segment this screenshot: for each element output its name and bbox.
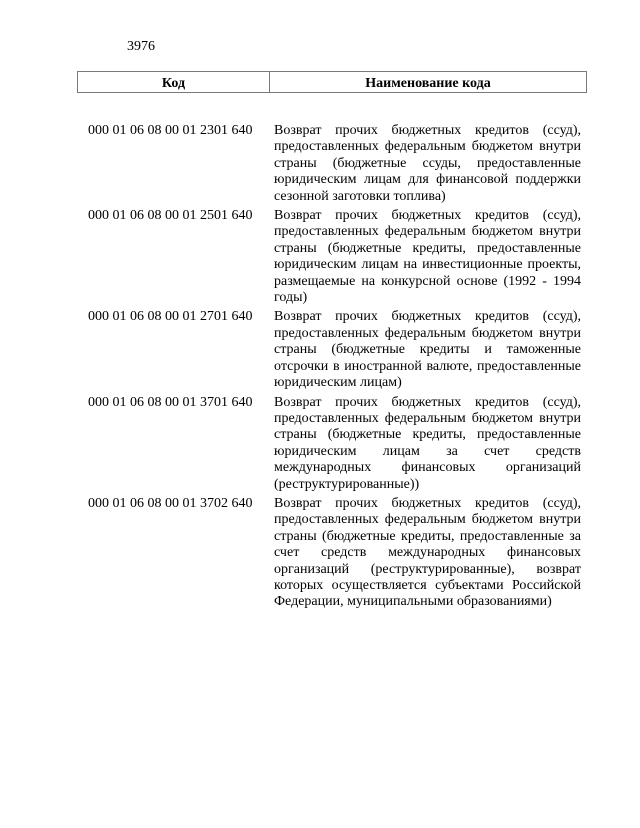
row-code: 000 01 06 08 00 01 3701 640 — [88, 394, 253, 410]
column-header-name: Наименование кода — [365, 76, 491, 91]
row-code: 000 01 06 08 00 01 2701 640 — [88, 309, 253, 325]
row-description: Возврат прочих бюджетных кредитов (ссуд), предоставленных федеральным бюджетом внутри страны (бюджетные кредиты, предоставленные юридическим лицам на инвестиционные проекты, размещаемые на конкурсной основе (1992 - 1994 годы) — [274, 208, 581, 306]
table-row — [77, 123, 587, 205]
row-description: Возврат прочих бюджетных кредитов (ссуд), предоставленных федеральным бюджетом внутри страны (бюджетные ссуды, предоставленные юридическим лицам для финансовой поддержки сезонной заготовки топлива) — [274, 123, 581, 204]
row-description: Возврат прочих бюджетных кредитов (ссуд), предоставленных федеральным бюджетом внутри страны (бюджетные кредиты, предоставленные за счет средств международных финансовых организаций (реструктурированные), возврат которых осуществляется субъектами Российской Федерации, муниципальными образованиями) — [274, 495, 581, 610]
row-description: Возврат прочих бюджетных кредитов (ссуд), предоставленных федеральным бюджетом внутри страны (бюджетные кредиты, предоставленные юридическим лицам за счет средств международных финансовых организаций (реструктурированные)) — [274, 394, 581, 492]
row-code: 000 01 06 08 00 01 2301 640 — [88, 123, 253, 138]
table-header — [77, 71, 587, 93]
table-row — [77, 208, 587, 306]
row-code: 000 01 06 08 00 01 3702 640 — [88, 495, 253, 511]
table-row — [77, 496, 587, 611]
page-number: 3976 — [127, 39, 155, 54]
column-header-code: Код — [78, 72, 270, 92]
row-code: 000 01 06 08 00 01 2501 640 — [88, 208, 253, 224]
code-table-body — [77, 123, 587, 614]
table-row — [77, 395, 587, 493]
table-row — [77, 309, 587, 391]
row-description: Возврат прочих бюджетных кредитов (ссуд), предоставленных федеральным бюджетом внутри страны (бюджетные кредиты и таможенные отсрочки в иностранной валюте, предоставленные юридическим лицам) — [274, 309, 581, 391]
